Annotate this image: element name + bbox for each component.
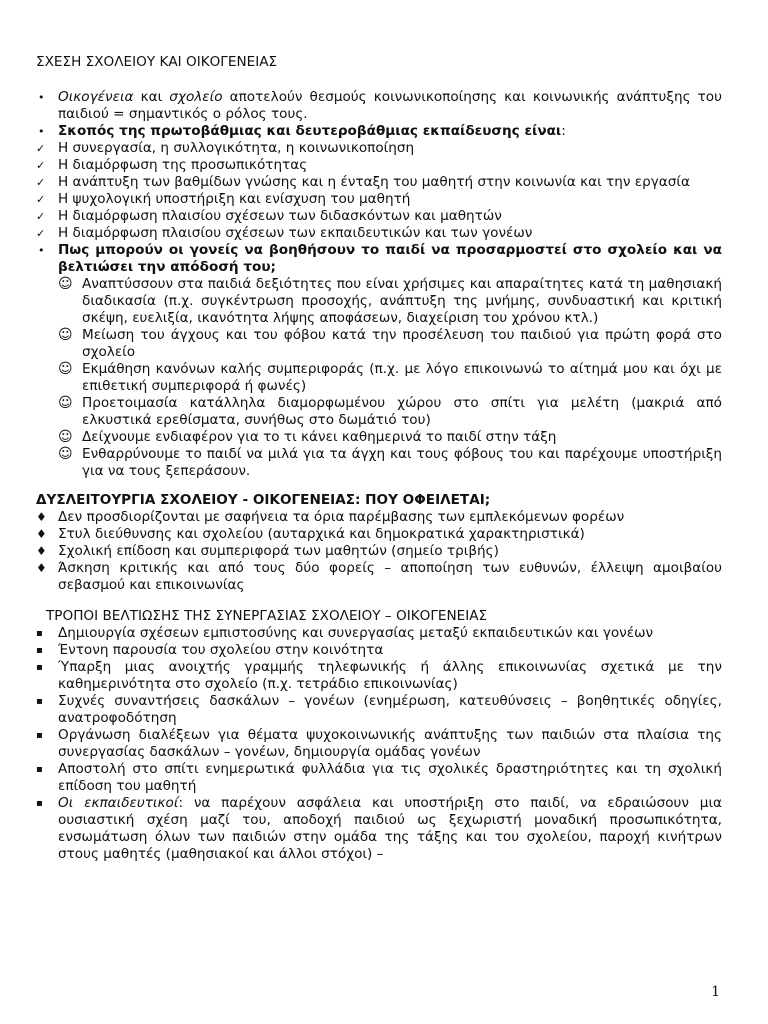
page-number: 1 [711,984,720,1000]
teachers-italic: Οι εκπαιδευτικοί [58,795,179,811]
list-item: ☺ Δείχνουμε ενδιαφέρον για το τι κάνει καθημερινά το παιδί στην τάξη [58,429,557,445]
list-item: ▪ Έντονη παρουσία του σχολείου στην κοινότητα [36,642,384,658]
heading-school-family-relationship: ΣΧΕΣΗ ΣΧΟΛΕΙΟΥ ΚΑΙ ΟΙΚΟΓΕΝΕΙΑΣ [36,54,278,70]
diamond-icon: ♦ [36,544,47,558]
intro-list [36,89,722,140]
intro-item: • Οικογένεια και σχολείο αποτελούν θεσμούς κοινωνικοποίησης και κοινωνικής ανάπτυξης του παιδιού = σημαντικός ο ρόλος τους. [38,89,722,122]
list-item: ☺ Αναπτύσσουν στα παιδιά δεξιότητες που είναι χρήσιμες και απαραίτητες κατά τη μαθησιακή διαδικασία (π.χ. συγκέντρωση προσοχής, ανάπτυξη της μνήμης, συνδυαστική και κριτική σκέψη, ευελιξία, ικανότητα λήψης αποφάσεων, διαχείριση του χρόνου κτλ.) [58,276,722,326]
intro-italic-family: Οικογένεια [58,89,134,105]
purpose-heading: Σκοπός της πρωτοβάθμιας και δευτεροβάθμιας εκπαίδευσης είναι [58,123,562,139]
check-icon: ✓ [36,159,46,172]
smiley-icon: ☺ [58,361,73,377]
diamond-icon: ♦ [36,510,47,524]
list-item: ▪ Ύπαρξη μιας ανοιχτής γραμμής τηλεφωνικής ή άλλης επικοινωνίας σχετικά με την καθημερινότητα στο σχολείο (π.χ. τετράδιο επικοινωνίας) [36,659,722,692]
check-icon: ✓ [36,142,46,155]
square-bullet-icon: ▪ [36,798,43,809]
square-bullet-icon: ▪ [36,764,43,775]
square-bullet-icon: ▪ [36,645,43,656]
parents-list [36,242,722,480]
list-item: ♦ Σχολική επίδοση και συμπεριφορά των μαθητών (σημείο τριβής) [36,543,499,559]
document-body [36,54,722,863]
list-item: ☺ Προετοιμασία κατάλληλα διαμορφωμένου χώρου στο σπίτι για μελέτη (μακριά από ελκυστικά ερεθίσματα, συνήθως στο δωμάτιό του) [58,395,722,428]
list-item: ✓ Η διαμόρφωση πλαισίου σχέσεων των εκπαιδευτικών και των γονέων [36,225,533,241]
list-item: ✓ Η διαμόρφωση της προσωπικότητας [36,157,308,173]
heading-improvement-methods: ΤΡΟΠΟΙ ΒΕΛΤΙΩΣΗΣ ΤΗΣ ΣΥΝΕΡΓΑΣΙΑΣ ΣΧΟΛΕΙΟΥ – ΟΙΚΟΓΕΝΕΙΑΣ [46,608,488,624]
list-item: ✓ Η ανάπτυξη των βαθμίδων γνώσης και η ένταξη του μαθητή στην κοινωνία και την εργασία [36,174,690,190]
list-item: ▪ Οργάνωση διαλέξεων για θέματα ψυχοκοινωνικής ανάπτυξης των παιδιών στα πλαίσια της συνεργασίας δασκάλων – γονέων, δημιουργία ομάδας γονέων [36,727,722,760]
list-item: ♦ Άσκηση κριτικής και από τους δύο φορείς – αποποίηση των ευθυνών, έλλειψη αμοιβαίου σεβασμού και επικοινωνίας [36,560,722,593]
bullet-marker: • [38,244,45,257]
improvement-list [36,625,722,863]
square-bullet-icon: ▪ [36,628,43,639]
list-item: ▪ Συχνές συναντήσεις δασκάλων – γονέων (ενημέρωση, κατευθύνσεις – βοηθητικές οδηγίες, ανατροφοδότηση [36,693,722,726]
diamond-icon: ♦ [36,527,47,541]
check-icon: ✓ [36,193,46,206]
smiley-icon: ☺ [58,446,73,462]
intro-italic-school: σχολείο [169,89,223,105]
square-bullet-icon: ▪ [36,662,43,673]
smiley-icon: ☺ [58,276,73,292]
smiley-icon: ☺ [58,327,73,343]
list-item: ▪ Αποστολή στο σπίτι ενημερωτικά φυλλάδια για τις σχολικές δραστηριότητες και τη σχολική επίδοση του μαθητή [36,761,722,794]
check-icon: ✓ [36,227,46,240]
list-item: ☺ Μείωση του άγχους και του φόβου κατά την προσέλευση του παιδιού για πρώτη φορά στο σχολείο [58,327,722,360]
check-icon: ✓ [36,210,46,223]
list-item: ☺ Εκμάθηση κανόνων καλής συμπεριφοράς (π.χ. με λόγο επικοινωνώ το αίτημά μου και όχι με επιθετική συμπεριφορά ή φωνές) [58,361,722,394]
parents-question: Πως μπορούν οι γονείς να βοηθήσουν το παιδί να προσαρμοστεί στο σχολείο και να βελτιώσει την απόδοσή του; [58,242,722,275]
check-icon: ✓ [36,176,46,189]
square-bullet-icon: ▪ [36,730,43,741]
list-item: ▪ Οι εκπαιδευτικοί: να παρέχουν ασφάλεια και υποστήριξη στο παιδί, να εδραιώσουν μια ουσιαστική σχέση μαζί του, αποδοχή παιδιού ως ξεχωριστή μοναδική προσωπικότητα, ενσωμάτωση όλων των παιδιών στην ομάδα της τάξης και του σχολείου, παροχή κινήτρων στους μαθητές (μαθησιακοί και άλλοι στόχοι) – [36,795,723,862]
heading-dysfunction: ΔΥΣΛΕΙΤΟΥΡΓΙΑ ΣΧΟΛΕΙΟΥ - ΟΙΚΟΓΕΝΕΙΑΣ: ΠΟΥ ΟΦΕΙΛΕΤΑΙ; [36,492,491,508]
list-item: ♦ Στυλ διεύθυνσης και σχολείου (αυταρχικά και δημοκρατικά χαρακτηριστικά) [36,526,585,542]
list-item: ☺ Ενθαρρύνουμε το παιδί να μιλά για τα άγχη και τους φόβους του και παρέχουμε υποστήριξη για να τους ξεπεράσουν. [58,446,722,479]
purpose-heading-item: • Σκοπός της πρωτοβάθμιας και δευτεροβάθμιας εκπαίδευσης είναι: [38,123,566,139]
dysfunction-list [36,509,722,594]
bullet-marker: • [38,125,45,138]
list-item: ✓ Η διαμόρφωση πλαισίου σχέσεων των διδασκόντων και μαθητών [36,208,502,224]
diamond-icon: ♦ [36,561,47,575]
square-bullet-icon: ▪ [36,696,43,707]
smiley-icon: ☺ [58,395,73,411]
list-item: ✓ Η ψυχολογική υποστήριξη και ενίσχυση του μαθητή [36,191,411,207]
list-item: ♦ Δεν προσδιορίζονται με σαφήνεια τα όρια παρέμβασης των εμπλεκόμενων φορέων [36,509,625,525]
smiley-icon: ☺ [58,429,73,445]
list-item: ▪ Δημιουργία σχέσεων εμπιστοσύνης και συνεργασίας μεταξύ εκπαιδευτικών και γονέων [36,625,654,641]
list-item: ✓ Η συνεργασία, η συλλογικότητα, η κοινωνικοποίηση [36,140,415,156]
parents-question-item [36,242,722,276]
bullet-marker: • [38,91,45,104]
purpose-list [36,140,722,242]
